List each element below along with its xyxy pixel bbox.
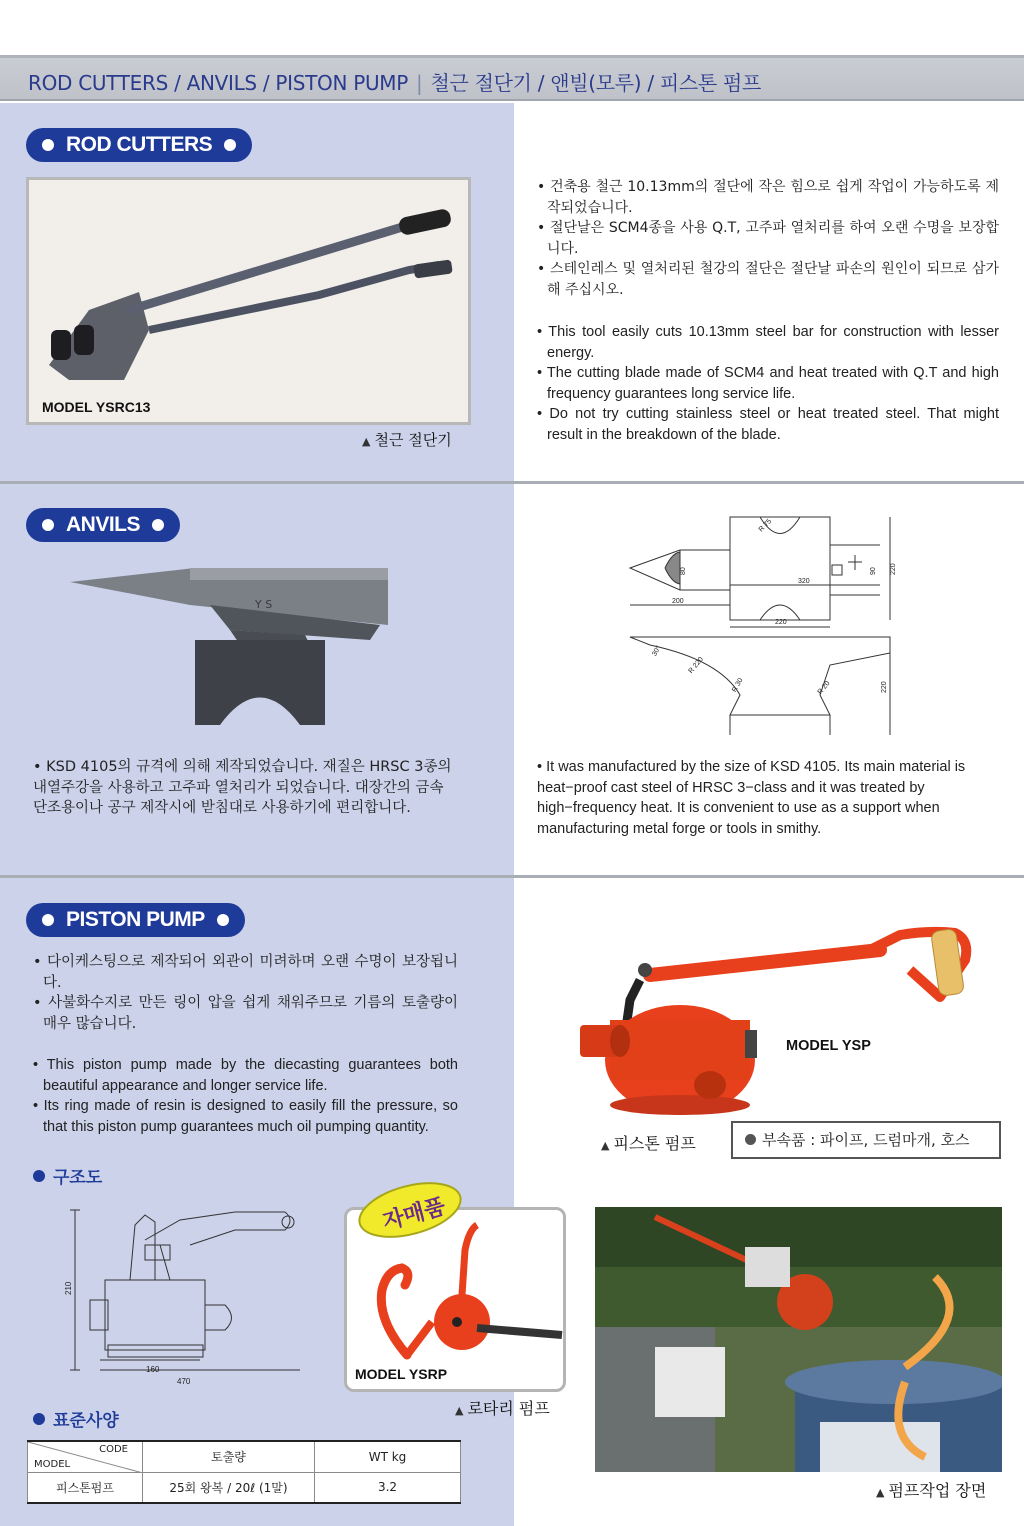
dim-90: 90 bbox=[870, 567, 877, 575]
pump-work-caption bbox=[876, 1478, 986, 1501]
triangle-up-icon: ▲ bbox=[455, 1404, 464, 1417]
spec-header-output: 토출량 bbox=[143, 1441, 315, 1472]
dim-r220: R 220 bbox=[687, 656, 705, 675]
page-title-en: ROD CUTTERS / ANVILS / PISTON PUMP bbox=[28, 71, 409, 95]
piston-pump-caption bbox=[601, 1131, 696, 1154]
spec-heading bbox=[33, 1406, 119, 1431]
bullet-dot-icon bbox=[217, 914, 229, 926]
dim-80: 80 bbox=[680, 567, 687, 575]
dim-r20: R 20 bbox=[816, 680, 832, 696]
spec-table-corner-cell bbox=[28, 1441, 143, 1472]
rod-cutter-ko-bullet-3: • 스테인레스 및 열처리된 철강의 절단은 절단날 파손의 원인이 되므로 삼가해 주십시오. bbox=[537, 261, 999, 298]
pump-ko-bullet-1: • 다이케스팅으로 제작되어 외관이 미려하며 오랜 수명이 보장됩니다. bbox=[33, 954, 458, 991]
anvils-heading-text: ANVILS bbox=[66, 513, 141, 536]
triangle-up-icon: ▲ bbox=[601, 1139, 610, 1152]
pump-en-bullet-1: • This piston pump made by the diecasting guarantees both beautiful appearance and longer service life. bbox=[33, 1057, 458, 1094]
triangle-up-icon: ▲ bbox=[876, 1486, 885, 1499]
dim-220-side: 220 bbox=[890, 563, 897, 575]
spec-cell-weight: 3.2 bbox=[315, 1472, 461, 1503]
structure-dim-470: 470 bbox=[177, 1377, 191, 1386]
bullet-dot-icon bbox=[42, 139, 54, 151]
rotary-pump-model-label: MODEL YSRP bbox=[355, 1366, 448, 1382]
page-title-ko: 철근 절단기 / 앤빌(모루) / 피스톤 펌프 bbox=[430, 71, 761, 95]
rod-cutter-en-bullet-1: • This tool easily cuts 10.13mm steel bar for construction with lesser energy. bbox=[537, 324, 999, 361]
bullet-dot-icon bbox=[152, 519, 164, 531]
dim-320: 320 bbox=[798, 578, 810, 585]
spec-table-header-row bbox=[28, 1441, 461, 1472]
spec-table bbox=[27, 1440, 461, 1504]
structure-dim-160: 160 bbox=[146, 1365, 160, 1374]
title-separator: | bbox=[416, 71, 423, 95]
spec-header-weight: WT kg bbox=[315, 1441, 461, 1472]
anvils-heading bbox=[26, 508, 180, 542]
dim-220-height: 220 bbox=[881, 681, 888, 693]
anvil-technical-drawing bbox=[620, 505, 920, 740]
piston-pump-english-bullets bbox=[33, 1055, 458, 1137]
rod-cutter-photo bbox=[26, 177, 471, 425]
triangle-up-icon: ▲ bbox=[362, 435, 371, 448]
piston-pump-korean-bullets bbox=[33, 952, 458, 1034]
accessories-box bbox=[731, 1121, 1001, 1159]
dim-30deg: 30° bbox=[651, 644, 663, 658]
bullet-dot-icon bbox=[33, 1170, 45, 1182]
rod-cutter-caption-text: 철근 절단기 bbox=[374, 431, 452, 449]
anvil-image bbox=[60, 560, 400, 730]
spec-cell-model: 피스톤펌프 bbox=[28, 1472, 143, 1503]
bullet-dot-icon bbox=[224, 139, 236, 151]
rod-cutter-en-bullet-3: • Do not try cutting stainless steel or heat treated steel. That might result in the breakdown of the blade. bbox=[537, 406, 999, 443]
rotary-pump-caption bbox=[455, 1396, 550, 1419]
rod-cutters-english-bullets bbox=[537, 322, 999, 445]
piston-pump-heading bbox=[26, 903, 245, 937]
sister-product-badge-text: 자매품 bbox=[380, 1194, 449, 1235]
anvils-english-text: • It was manufactured by the size of KSD 4105. Its main material is heat−proof cast steel of HRSC 3−class and it was treated by high−frequency heat. It is convenient to use as a support when manufacturing metal forge or tools in smithy. bbox=[537, 759, 966, 837]
dim-220-bottom: 220 bbox=[775, 619, 787, 626]
bullet-dot-icon bbox=[42, 519, 54, 531]
page-title bbox=[28, 67, 761, 96]
spec-cell-output: 25회 왕복 / 20ℓ (1말) bbox=[143, 1472, 315, 1503]
dim-r75: R 75 bbox=[757, 517, 774, 534]
piston-pump-model-label: MODEL YSP bbox=[786, 1038, 871, 1054]
rod-cutter-model-label: MODEL YSRC13 bbox=[42, 399, 151, 415]
header-bar bbox=[0, 55, 1024, 101]
piston-pump-caption-text: 피스톤 펌프 bbox=[613, 1134, 696, 1153]
spec-heading-text: 표준사양 bbox=[53, 1411, 119, 1431]
structure-dim-210: 210 bbox=[64, 1281, 73, 1295]
accessories-text: 부속품 : 파이프, 드럼마개, 호스 bbox=[762, 1131, 970, 1149]
piston-pump-image bbox=[570, 925, 980, 1120]
rod-cutters-heading-text: ROD CUTTERS bbox=[66, 133, 213, 156]
pump-work-scene-image bbox=[595, 1207, 1002, 1472]
dim-r30: R 30 bbox=[731, 677, 745, 694]
bullet-dot-icon bbox=[42, 914, 54, 926]
structure-heading-text: 구조도 bbox=[53, 1168, 103, 1188]
bullet-dot-icon bbox=[33, 1413, 45, 1425]
rod-cutters-korean-bullets bbox=[537, 177, 999, 300]
pump-en-bullet-2: • Its ring made of resin is designed to easily fill the pressure, so that this piston pump guarantees much oil pumping quantity. bbox=[33, 1098, 458, 1135]
spec-corner-model: MODEL bbox=[34, 1458, 71, 1470]
sister-product-badge bbox=[355, 1180, 465, 1240]
pump-ko-bullet-2: • 사불화수지로 만든 링이 압을 쉽게 채워주므로 기름의 토출량이 매우 많습니다. bbox=[33, 995, 458, 1032]
table-row bbox=[28, 1472, 461, 1503]
piston-pump-heading-text: PISTON PUMP bbox=[66, 908, 205, 931]
rod-cutter-caption bbox=[362, 429, 452, 450]
rod-cutter-ko-bullet-2: • 절단날은 SCM4종을 사용 Q.T, 고주파 열처리를 하여 오랜 수명을 보장합니다. bbox=[537, 220, 999, 257]
dim-200: 200 bbox=[672, 598, 684, 605]
svg-text:Y S: Y S bbox=[255, 598, 273, 611]
bullet-dot-icon bbox=[745, 1134, 756, 1145]
rotary-pump-caption-text: 로타리 펌프 bbox=[467, 1399, 550, 1418]
rod-cutter-image bbox=[29, 180, 468, 422]
rod-cutter-en-bullet-2: • The cutting blade made of SCM4 and heat treated with Q.T and high frequency guarantees long service life. bbox=[537, 365, 999, 402]
anvils-korean-text: • KSD 4105의 규격에 의해 제작되었습니다. 재질은 HRSC 3종의 내열주강을 사용하고 고주파 열처리가 되었습니다. 대장간의 금속 단조용이나 공구 제작시에 받침대로 사용하기에 편리합니다. bbox=[33, 759, 452, 816]
spec-corner-code: CODE bbox=[99, 1444, 128, 1455]
structure-heading bbox=[33, 1163, 102, 1188]
pump-structure-drawing bbox=[60, 1200, 310, 1390]
rod-cutter-ko-bullet-1: • 건축용 철근 10.13mm의 절단에 작은 힘으로 쉽게 작업이 가능하도록 제작되었습니다. bbox=[537, 179, 999, 216]
rod-cutters-heading bbox=[26, 128, 252, 162]
pump-work-caption-text: 펌프작업 장면 bbox=[888, 1481, 987, 1500]
